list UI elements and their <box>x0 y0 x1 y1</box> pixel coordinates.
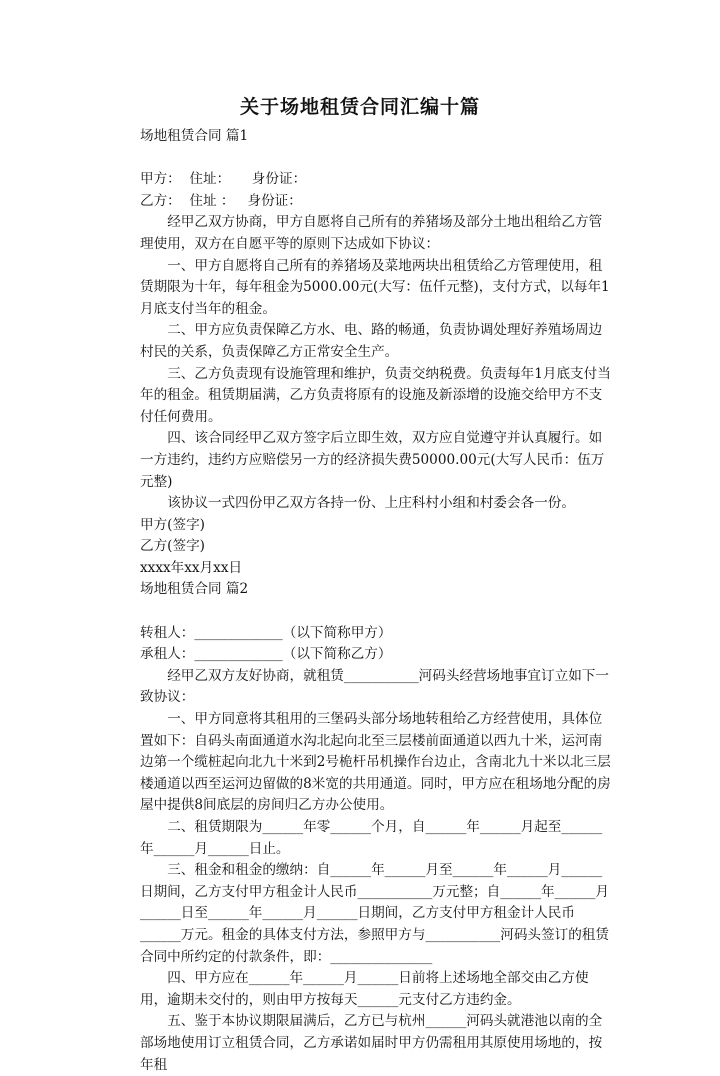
document-body <box>140 126 612 1076</box>
paragraph: 一、甲方自愿将自己所有的养猪场及菜地两块出租赁给乙方管理使用，租赁期限为十年，每年租金为5000.00元(大写：伍仟元整)，支付方式，以每年1月底支付当年的租金。 <box>140 257 610 317</box>
party-b-line: 乙方： 住址 ： 身份证： <box>140 192 302 209</box>
section1-heading: 场地租赁合同 篇1 <box>140 128 249 144</box>
paragraph: 一、甲方同意将其租用的三堡码头部分场地转租给乙方经营使用，具体位置如下：自码头南面通道水沟北起向北至三层楼前面通道以西九十米，运河南边第一个缆桩起向北九十米到2号桅杆吊机操作台边止，含南北九十米以北三层楼通道以西至运河边留做的8米宽的共用通道。同时，甲方应在租场地分配的房屋中提供8间底层的房间归乙方办公使用。 <box>140 711 611 814</box>
party-a-line: 甲方： 住址： 身份证： <box>140 171 307 188</box>
paragraph: 该协议一式四份甲乙双方各持一份、上庄科村小组和村委会各一份。 <box>167 495 575 512</box>
paragraph: 经甲乙双方友好协商，就租赁___________河码头经营场地事宜订立如下一致协议： <box>140 667 609 706</box>
paragraph: 二、甲方应负责保障乙方水、电、路的畅通，负责协调处理好养殖场周边村民的关系，负责保障乙方正常安全生产。 <box>140 322 603 360</box>
spacer <box>140 148 612 170</box>
lessee-line: 承租人：_____________（以下简称乙方） <box>140 646 392 663</box>
paragraph: 五、鉴于本协议期限届满后，乙方已与杭州______河码头就港池以南的全部场地使用订立租赁合同，乙方承诺如届时甲方仍需租用其原使用场地的，按年租 <box>140 1013 603 1073</box>
sign-b-line: 乙方(签字) <box>140 538 205 555</box>
paragraph: 经甲乙双方协商，甲方自愿将自己所有的养猪场及部分土地出租给乙方管理使用，双方在自愿平等的原则下达成如下协议： <box>140 214 603 252</box>
paragraph: 四、该合同经甲乙双方签字后立即生效，双方应自觉遵守并认真履行。如一方违约，违约方应赔偿另一方的经济损失费50000.00元(大写人民币：伍万元整) <box>140 430 605 490</box>
section2-heading: 场地租赁合同 篇2 <box>140 581 249 598</box>
document-title: 关于场地租赁合同汇编十篇 <box>239 96 480 118</box>
date-line: xxxx年xx月xx日 <box>140 559 243 576</box>
paragraph: 三、租金和租金的缴纳：自______年______月至______年______月______日期间，乙方支付甲方租金计人民币___________万元整；自______年______月______日至______年______月______日期间，乙方支付甲方租金计人民币______万元。租金的具体支付方法，参照甲方与___________河码头签订的租赁合同中所约定的付款条件，即：_______________ <box>140 862 609 965</box>
paragraph: 二、租赁期限为______年零______个月，自______年______月起至______年______月______日止。 <box>140 819 603 857</box>
lessor-line: 转租人：_____________（以下简称甲方） <box>140 624 392 641</box>
spacer <box>140 601 612 623</box>
paragraph: 三、乙方负责现有设施管理和维护，负责交纳税费。负责每年1月底支付当年的租金。租赁期届满，乙方负责将原有的设施及新添增的设施交给甲方不支付任何费用。 <box>140 365 611 425</box>
paragraph: 四、甲方应在______年______月______日前将上述场地全部交由乙方使用，逾期未交付的，则由甲方按每天______元支付乙方违约金。 <box>140 970 589 1008</box>
sign-a-line: 甲方(签字) <box>140 516 205 533</box>
